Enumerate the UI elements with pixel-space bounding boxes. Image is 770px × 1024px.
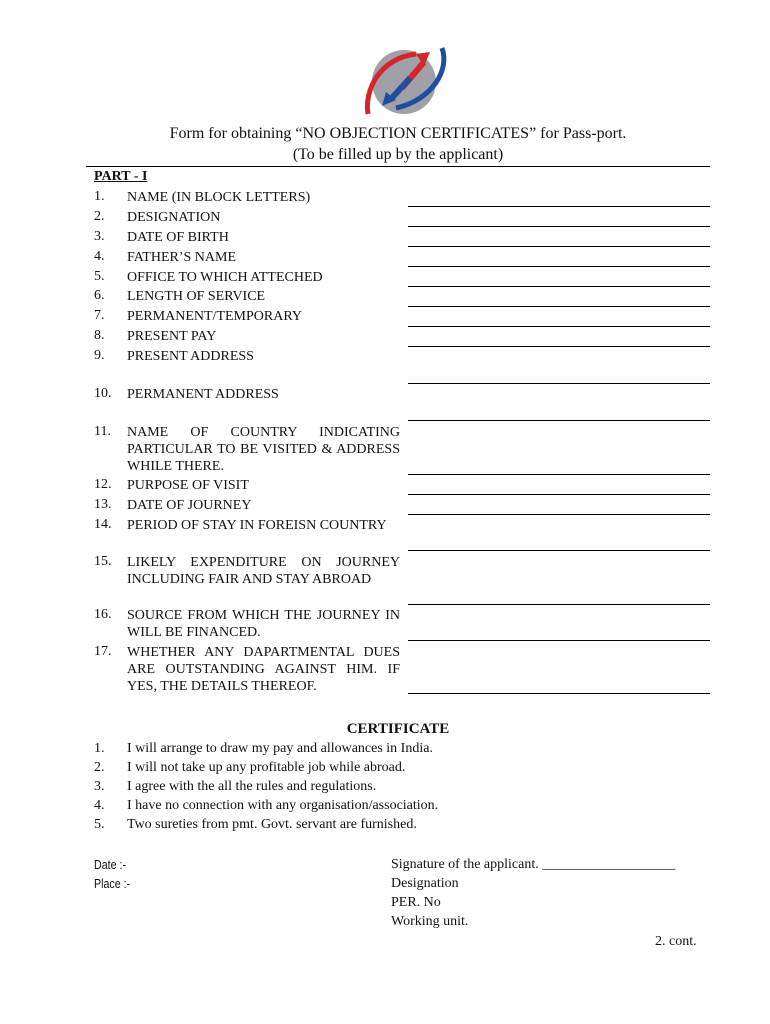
certificate-item: I will arrange to draw my pay and allowances in India. (127, 741, 433, 756)
field-number: 11. (94, 424, 111, 439)
field-label: FATHER’S NAME (127, 250, 237, 265)
field-label: LIKELY EXPENDITURE ON JOURNEY INCLUDING FAIR AND STAY ABROAD (127, 555, 400, 587)
field-label: LENGTH OF SERVICE (127, 289, 266, 304)
field-blank-line[interactable] (408, 266, 710, 267)
certificate-item: I will not take up any profitable job while abroad. (127, 760, 406, 775)
field-blank-line[interactable] (408, 346, 710, 347)
field-number: 17. (94, 644, 112, 659)
part-heading: PART - I (94, 169, 148, 184)
certificate-item: I have no connection with any organisation/association. (127, 798, 439, 813)
date-label: Date :- (94, 857, 126, 872)
certificate-number: 1. (94, 741, 105, 756)
field-blank-line[interactable] (408, 326, 710, 327)
field-number: 7. (94, 308, 105, 323)
field-blank-line[interactable] (408, 286, 710, 287)
field-label: NAME OF COUNTRY INDICATING PARTICULAR TO BE VISITED & ADDRESS WHILE THERE. (127, 425, 400, 474)
field-blank-line[interactable] (408, 246, 710, 247)
field-number: 8. (94, 328, 105, 343)
form-subtitle: (To be filled up by the applicant) (292, 146, 504, 163)
field-number: 1. (94, 189, 105, 204)
field-label: PERIOD OF STAY IN FOREISN COUNTRY (127, 518, 387, 533)
working-unit-label: Working unit. (391, 914, 469, 929)
field-blank-line[interactable] (408, 494, 710, 495)
place-label: Place :- (94, 876, 131, 891)
certificate-number: 5. (94, 817, 105, 832)
field-label: PURPOSE OF VISIT (127, 478, 249, 493)
form-title: Form for obtaining “NO OBJECTION CERTIFICATES” for Pass-port. (169, 125, 627, 142)
certificate-item: I agree with the all the rules and regulations. (127, 779, 377, 794)
field-label: PERMANENT/TEMPORARY (127, 309, 303, 324)
field-label: SOURCE FROM WHICH THE JOURNEY IN WILL BE FINANCED. (127, 608, 400, 640)
certificate-item: Two sureties from pmt. Govt. servant are furnished. (127, 817, 417, 832)
certificate-number: 2. (94, 760, 105, 775)
field-number: 14. (94, 517, 112, 532)
field-number: 10. (94, 386, 112, 401)
field-number: 12. (94, 477, 112, 492)
field-label: DESIGNATION (127, 210, 221, 225)
field-blank-line[interactable] (408, 206, 710, 207)
signature-line: Signature of the applicant. ___________________ (391, 857, 676, 872)
field-label: NAME (IN BLOCK LETTERS) (127, 190, 311, 205)
field-number: 13. (94, 497, 112, 512)
field-label: DATE OF JOURNEY (127, 498, 252, 513)
field-number: 6. (94, 288, 105, 303)
certificate-number: 4. (94, 798, 105, 813)
field-number: 15. (94, 554, 112, 569)
field-blank-line[interactable] (408, 420, 710, 421)
field-blank-line[interactable] (408, 226, 710, 227)
field-label: OFFICE TO WHICH ATTECHED (127, 270, 323, 285)
field-blank-line[interactable] (408, 306, 710, 307)
field-blank-line[interactable] (408, 474, 710, 475)
field-blank-line[interactable] (408, 640, 710, 641)
per-no-label: PER. No (391, 895, 441, 910)
field-blank-line[interactable] (408, 383, 710, 384)
certificate-heading: CERTIFICATE (346, 721, 450, 737)
field-number: 9. (94, 348, 105, 363)
field-label: PRESENT ADDRESS (127, 349, 254, 364)
field-number: 4. (94, 249, 105, 264)
field-number: 2. (94, 209, 105, 224)
field-number: 16. (94, 607, 112, 622)
field-blank-line[interactable] (408, 604, 710, 605)
field-blank-line[interactable] (408, 514, 710, 515)
field-number: 3. (94, 229, 105, 244)
header-divider (86, 166, 710, 167)
bsnl-logo (358, 40, 454, 120)
continued-note: 2. cont. (655, 934, 697, 949)
field-blank-line[interactable] (408, 550, 710, 551)
field-label: WHETHER ANY DAPARTMENTAL DUES ARE OUTSTANDING AGAINST HIM. IF YES, THE DETAILS THEREOF. (127, 645, 400, 694)
field-label: PRESENT PAY (127, 329, 217, 344)
field-number: 5. (94, 269, 105, 284)
field-label: DATE OF BIRTH (127, 230, 229, 245)
certificate-number: 3. (94, 779, 105, 794)
designation-label: Designation (391, 876, 459, 891)
field-label: PERMANENT ADDRESS (127, 387, 279, 402)
field-blank-line[interactable] (408, 693, 710, 694)
